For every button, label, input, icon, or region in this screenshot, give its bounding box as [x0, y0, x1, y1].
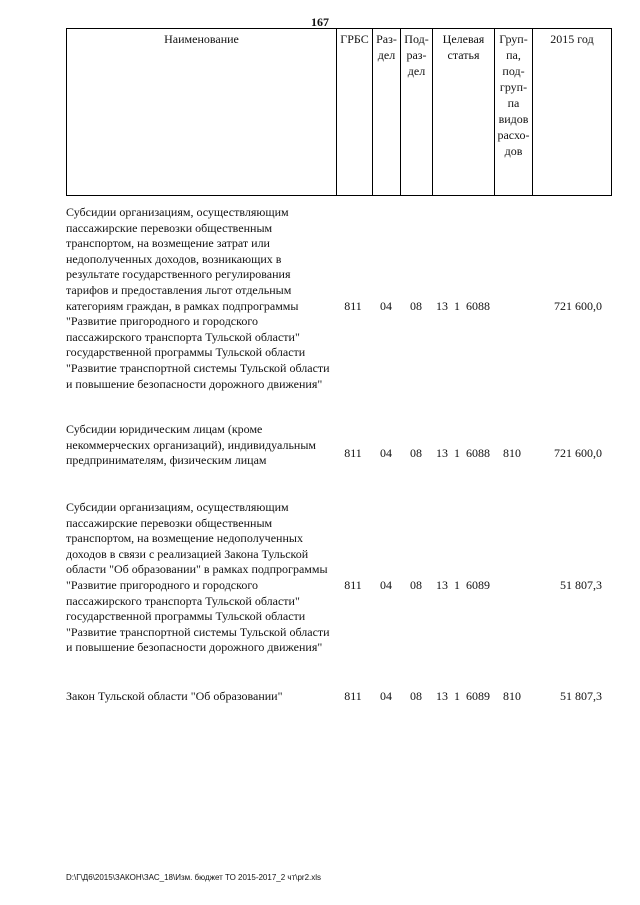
row-podrazdel: 08: [410, 446, 422, 460]
row-podrazdel: 08: [410, 299, 422, 313]
header-year: 2015 год: [533, 29, 612, 196]
header-podrazdel: Под- раз- дел: [401, 29, 433, 196]
header-target: Целевая статья: [433, 29, 495, 196]
row-grbs: 811: [344, 689, 362, 703]
row-name: Субсидии организациям, осуществляющим пассажирские перевозки общественным транспортом, на возмещение недополученных доходов в связи с реализацией Закона Тульской области "Об образовании" в рамках подпрограммы "Развитие пригородного и городского пассажирского транспорта Тульской области" государственной программы Тульской области "Развитие транспортной системы Тульской области и повышение безопасности дорожного движения": [66, 500, 330, 655]
row-amount: 51 807,3: [560, 578, 602, 592]
row-grbs: 811: [344, 578, 362, 592]
header-name: Наименование: [67, 29, 337, 196]
header-razdel: Раз- дел: [373, 29, 401, 196]
row-name: Субсидии организациям, осуществляющим пассажирские перевозки общественным транспортом, на возмещение затрат или недополученных доходов, возникающих в результате государственного регулирования тарифов и предоставления льгот отдельным категориям граждан, в рамках подпрограммы "Развитие пригородного и городского пассажирского транспорта Тульской области" государственной программы Тульской области "Развитие транспортной системы Тульской области и повышение безопасности дорожного движения": [66, 205, 330, 391]
row-amount: 51 807,3: [560, 689, 602, 703]
row-razdel: 04: [380, 689, 392, 703]
row-podrazdel: 08: [410, 578, 422, 592]
header-grbs: ГРБС: [337, 29, 373, 196]
row-name: Субсидии юридическим лицам (кроме некоммерческих организаций), индивидуальным предпринимателям, физическим лицам: [66, 422, 316, 468]
header-group: Груп- па, под- груп- па видов расхо- дов: [495, 29, 533, 196]
row-group: 810: [503, 446, 521, 460]
row-razdel: 04: [380, 299, 392, 313]
row-razdel: 04: [380, 446, 392, 460]
row-grbs: 811: [344, 446, 362, 460]
row-target: 13 1 6089: [436, 689, 490, 703]
row-grbs: 811: [344, 299, 362, 313]
file-path-footer: D:\Г\Д6\2015\ЗАКОН\ЗАС_18\Изм. бюджет ТО 2015-2017_2 чт\pr2.xls: [66, 873, 322, 882]
row-target: 13 1 6089: [436, 578, 490, 592]
row-amount: 721 600,0: [554, 446, 602, 460]
table-header: [66, 28, 612, 196]
page-number: 167: [311, 15, 329, 29]
row-razdel: 04: [380, 578, 392, 592]
row-podrazdel: 08: [410, 689, 422, 703]
row-target: 13 1 6088: [436, 446, 490, 460]
row-target: 13 1 6088: [436, 299, 490, 313]
row-group: 810: [503, 689, 521, 703]
row-amount: 721 600,0: [554, 299, 602, 313]
row-name: Закон Тульской области "Об образовании": [66, 689, 283, 703]
